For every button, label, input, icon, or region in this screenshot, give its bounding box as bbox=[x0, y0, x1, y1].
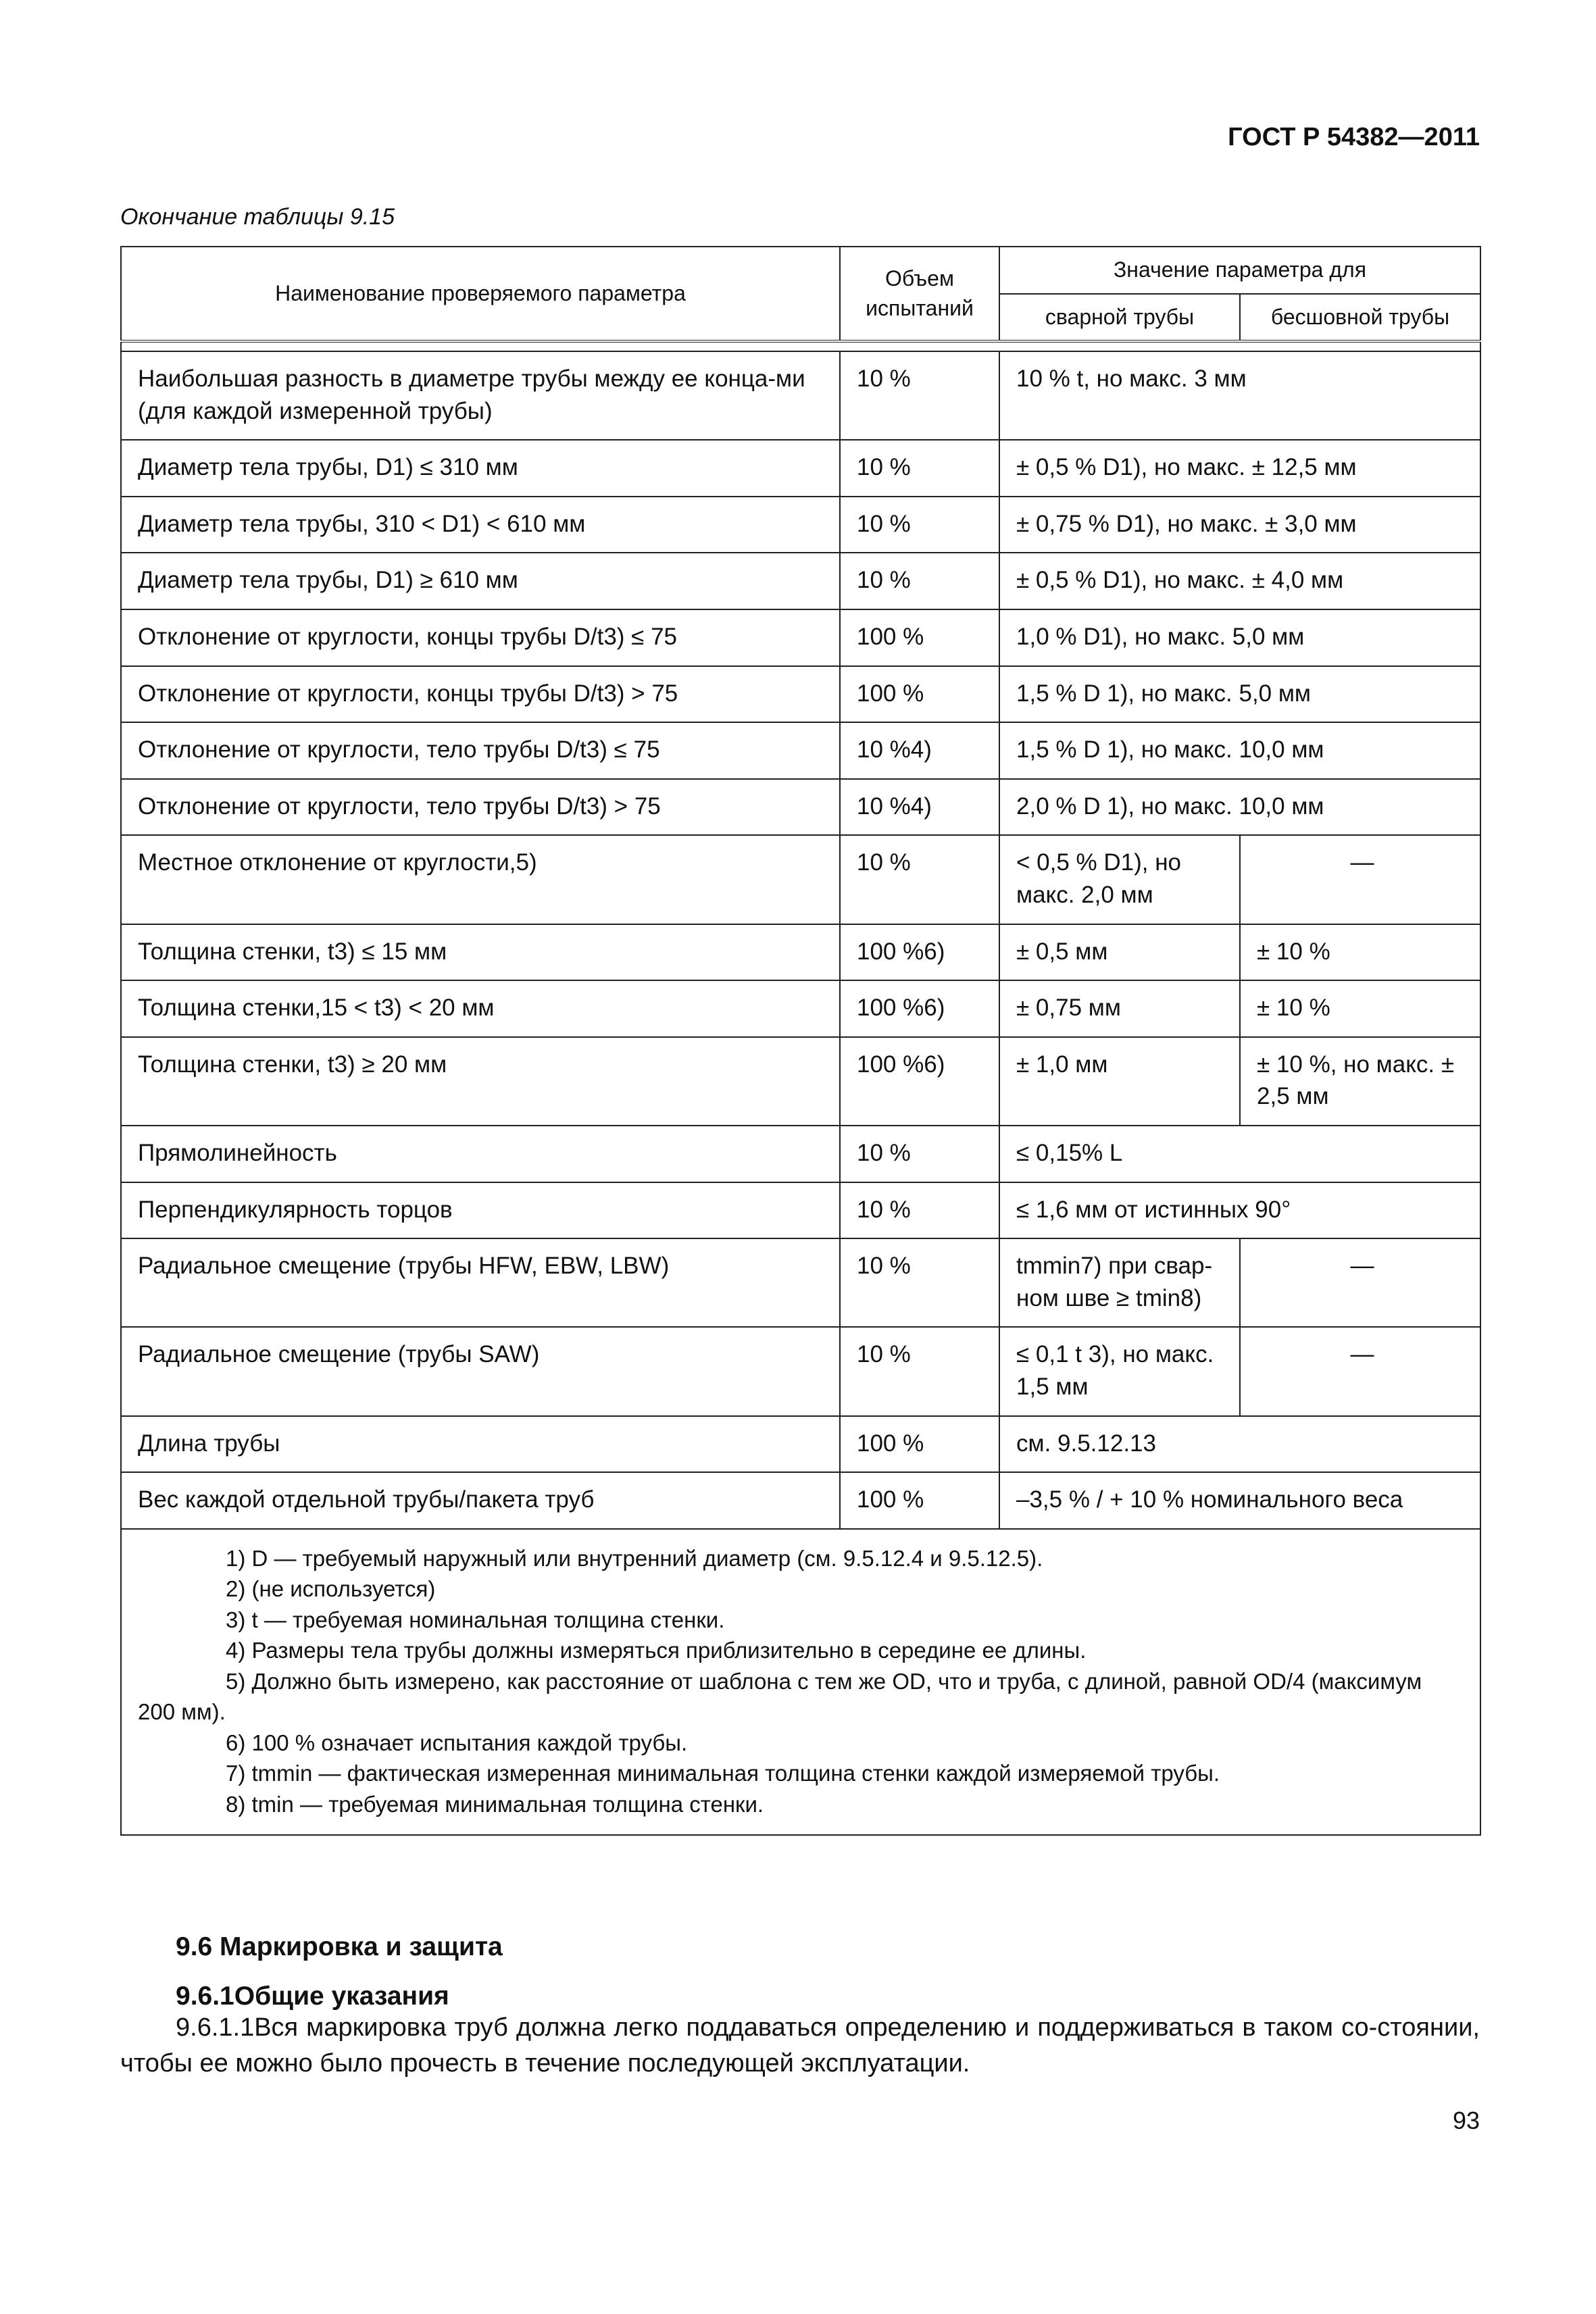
param-cell: Толщина стенки,15 < t3) < 20 мм bbox=[121, 980, 840, 1037]
value-cell: 1,0 % D1), но макс. 5,0 мм bbox=[999, 609, 1480, 666]
table-notes bbox=[121, 1529, 1480, 1836]
table-row bbox=[121, 924, 1480, 981]
value-cell: ≤ 1,6 мм от истинных 90° bbox=[999, 1182, 1480, 1239]
param-cell: Толщина стенки, t3) ≤ 15 мм bbox=[121, 924, 840, 981]
footnote: 7) tmmin — фактическая измеренная минимальная толщина стенки каждой измеряемой трубы. bbox=[226, 1761, 1220, 1786]
welded-value-cell: ± 0,5 мм bbox=[999, 924, 1240, 981]
body-paragraph: 9.6.1.1Вся маркировка труб должна легко поддаваться определению и поддерживаться в таком со-стоянии, чтобы ее можно было прочесть в течение последующей эксплуатации. bbox=[120, 2013, 1480, 2078]
header-value-group: Значение параметра для bbox=[999, 247, 1480, 294]
seamless-value-cell: ± 10 % bbox=[1240, 924, 1480, 981]
param-cell: Длина трубы bbox=[121, 1416, 840, 1473]
footnote: 8) tmin — требуемая минимальная толщина стенки. bbox=[226, 1791, 764, 1817]
welded-value-cell: tmmin7) при свар-ном шве ≥ tmin8) bbox=[999, 1238, 1240, 1327]
volume-cell: 10 % bbox=[840, 1238, 999, 1327]
seamless-value-cell: ± 10 %, но макс. ± 2,5 мм bbox=[1240, 1037, 1480, 1126]
standard-code: ГОСТ Р 54382—2011 bbox=[1228, 123, 1480, 151]
value-cell: ± 0,5 % D1), но макс. ± 4,0 мм bbox=[999, 553, 1480, 609]
welded-value-cell: ≤ 0,1 t 3), но макс. 1,5 мм bbox=[999, 1327, 1240, 1415]
table-row bbox=[121, 835, 1480, 924]
header-welded: сварной трубы bbox=[999, 294, 1240, 342]
table-row bbox=[121, 779, 1480, 836]
table-row bbox=[121, 980, 1480, 1037]
table-row bbox=[121, 1472, 1480, 1529]
table-row bbox=[121, 722, 1480, 779]
seamless-value-cell: ± 10 % bbox=[1240, 980, 1480, 1037]
header-separator bbox=[121, 341, 1480, 351]
table-notes-row bbox=[121, 1529, 1480, 1836]
volume-cell: 10 % bbox=[840, 1182, 999, 1239]
table-row bbox=[121, 609, 1480, 666]
footnote: 3) t — требуемая номинальная толщина стенки. bbox=[226, 1607, 725, 1632]
param-cell: Местное отклонение от круглости,5) bbox=[121, 835, 840, 924]
value-cell: ± 0,5 % D1), но макс. ± 12,5 мм bbox=[999, 440, 1480, 497]
table-row bbox=[121, 553, 1480, 609]
table-row bbox=[121, 1238, 1480, 1327]
value-cell: 10 % t, но макс. 3 мм bbox=[999, 351, 1480, 440]
param-cell: Диаметр тела трубы, D1) ≤ 310 мм bbox=[121, 440, 840, 497]
volume-cell: 10 % bbox=[840, 553, 999, 609]
param-cell: Отклонение от круглости, тело трубы D/t3) ≤ 75 bbox=[121, 722, 840, 779]
table-row bbox=[121, 1037, 1480, 1126]
welded-value-cell: ± 0,75 мм bbox=[999, 980, 1240, 1037]
param-cell: Наибольшая разность в диаметре трубы между ее конца-ми (для каждой измеренной трубы) bbox=[121, 351, 840, 440]
volume-cell: 10 % bbox=[840, 1327, 999, 1415]
param-cell: Диаметр тела трубы, 310 < D1) < 610 мм bbox=[121, 497, 840, 553]
footnote: 2) (не используется) bbox=[226, 1576, 436, 1602]
volume-cell: 100 % bbox=[840, 1472, 999, 1529]
param-cell: Отклонение от круглости, концы трубы D/t3) > 75 bbox=[121, 666, 840, 723]
table-row bbox=[121, 1126, 1480, 1182]
footnote: 5) Должно быть измерено, как расстояние от шаблона с тем же OD, что и труба, с длиной, равной OD/4 (максимум 200 мм). bbox=[138, 1668, 1422, 1725]
table-row bbox=[121, 497, 1480, 553]
value-cell: 1,5 % D 1), но макс. 10,0 мм bbox=[999, 722, 1480, 779]
param-cell: Отклонение от круглости, тело трубы D/t3) > 75 bbox=[121, 779, 840, 836]
table-row bbox=[121, 666, 1480, 723]
table-header-row bbox=[121, 247, 1480, 294]
table-caption: Окончание таблицы 9.15 bbox=[120, 204, 395, 230]
param-cell: Радиальное смещение (трубы SAW) bbox=[121, 1327, 840, 1415]
footnote: 4) Размеры тела трубы должны измеряться приблизительно в середине ее длины. bbox=[226, 1638, 1087, 1663]
param-cell: Радиальное смещение (трубы HFW, EBW, LBW) bbox=[121, 1238, 840, 1327]
welded-value-cell: < 0,5 % D1), но макс. 2,0 мм bbox=[999, 835, 1240, 924]
header-seamless: бесшовной трубы bbox=[1240, 294, 1480, 342]
volume-cell: 10 %4) bbox=[840, 722, 999, 779]
seamless-value-cell: — bbox=[1240, 1327, 1480, 1415]
volume-cell: 10 % bbox=[840, 1126, 999, 1182]
volume-cell: 100 % bbox=[840, 1416, 999, 1473]
table-row bbox=[121, 1327, 1480, 1415]
volume-cell: 10 % bbox=[840, 351, 999, 440]
specification-table bbox=[120, 246, 1481, 1836]
value-cell: 1,5 % D 1), но макс. 5,0 мм bbox=[999, 666, 1480, 723]
table-row bbox=[121, 1416, 1480, 1473]
value-cell: 2,0 % D 1), но макс. 10,0 мм bbox=[999, 779, 1480, 836]
seamless-value-cell: — bbox=[1240, 1238, 1480, 1327]
table-row bbox=[121, 351, 1480, 440]
volume-cell: 100 %6) bbox=[840, 980, 999, 1037]
param-cell: Прямолинейность bbox=[121, 1126, 840, 1182]
footnote: 1) D — требуемый наружный или внутренний диаметр (см. 9.5.12.4 и 9.5.12.5). bbox=[226, 1545, 1043, 1571]
welded-value-cell: ± 1,0 мм bbox=[999, 1037, 1240, 1126]
value-cell: ± 0,75 % D1), но макс. ± 3,0 мм bbox=[999, 497, 1480, 553]
seamless-value-cell: — bbox=[1240, 835, 1480, 924]
param-cell: Диаметр тела трубы, D1) ≥ 610 мм bbox=[121, 553, 840, 609]
volume-cell: 10 % bbox=[840, 497, 999, 553]
param-cell: Отклонение от круглости, концы трубы D/t3) ≤ 75 bbox=[121, 609, 840, 666]
volume-cell: 100 %6) bbox=[840, 1037, 999, 1126]
header-volume: Объем испытаний bbox=[840, 247, 999, 341]
volume-cell: 100 % bbox=[840, 666, 999, 723]
volume-cell: 100 % bbox=[840, 609, 999, 666]
page-number: 93 bbox=[1452, 2107, 1480, 2134]
value-cell: см. 9.5.12.13 bbox=[999, 1416, 1480, 1473]
volume-cell: 10 %4) bbox=[840, 779, 999, 836]
param-cell: Вес каждой отдельной трубы/пакета труб bbox=[121, 1472, 840, 1529]
volume-cell: 100 %6) bbox=[840, 924, 999, 981]
header-param: Наименование проверяемого параметра bbox=[121, 247, 840, 341]
subsection-heading: 9.6.1Общие указания bbox=[176, 1982, 449, 2011]
value-cell: ≤ 0,15% L bbox=[999, 1126, 1480, 1182]
footnote: 6) 100 % означает испытания каждой трубы. bbox=[226, 1730, 688, 1755]
volume-cell: 10 % bbox=[840, 835, 999, 924]
value-cell: –3,5 % / + 10 % номинального веса bbox=[999, 1472, 1480, 1529]
param-cell: Толщина стенки, t3) ≥ 20 мм bbox=[121, 1037, 840, 1126]
table-row bbox=[121, 1182, 1480, 1239]
volume-cell: 10 % bbox=[840, 440, 999, 497]
section-heading: 9.6 Маркировка и защита bbox=[176, 1932, 503, 1961]
table-row bbox=[121, 440, 1480, 497]
param-cell: Перпендикулярность торцов bbox=[121, 1182, 840, 1239]
